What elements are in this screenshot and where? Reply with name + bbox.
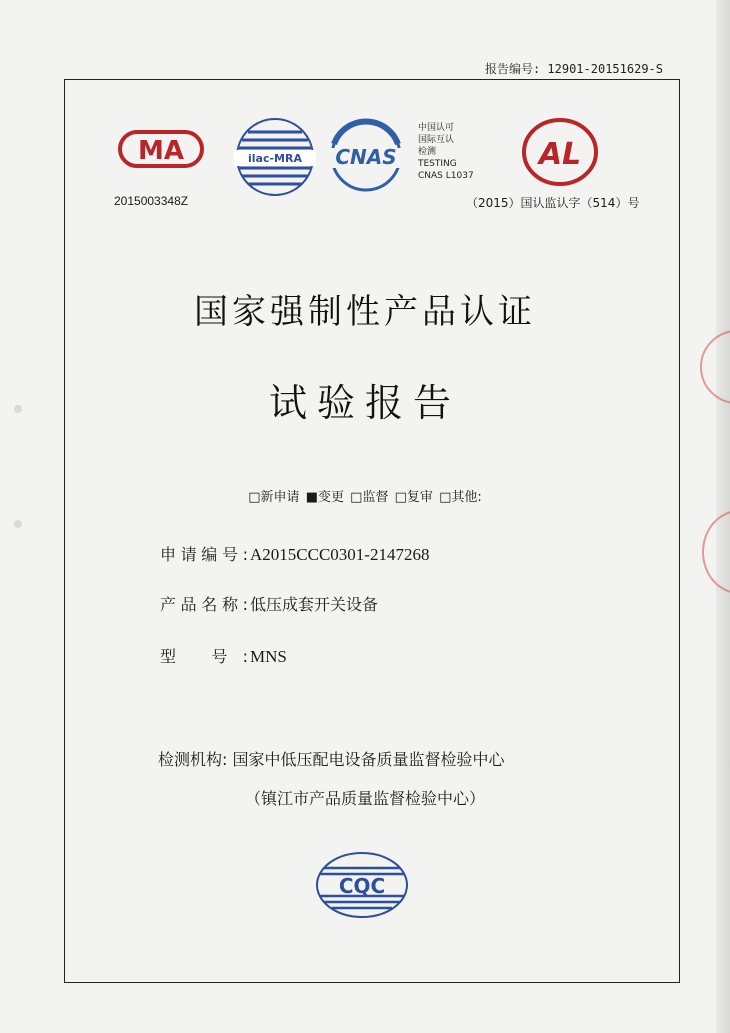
punch-hole <box>14 520 22 528</box>
al-logo-text: AL <box>538 137 582 172</box>
testing-organization-sub: （镇江市产品质量监督检验中心） <box>244 789 485 808</box>
cnas-line: 检测 <box>418 147 437 157</box>
cqc-logo-text: CQC <box>338 874 386 898</box>
testing-organization-label: 检测机构: <box>158 750 228 769</box>
checkbox-review: □复审 <box>394 490 433 505</box>
cnas-logo-text: CNAS <box>335 145 397 169</box>
ma-code: 2015003348Z <box>114 194 189 208</box>
checkbox-other: □其他: <box>439 490 482 505</box>
cnas-line: 国际互认 <box>418 135 455 145</box>
testing-organization-value: 国家中低压配电设备质量监督检验中心 <box>232 750 505 769</box>
report-number: 报告编号: 12901-20151629-S <box>484 62 663 76</box>
application-number-label: 申请编号: <box>160 545 248 564</box>
ilac-logo-text: ilac-MRA <box>248 152 302 165</box>
product-name-label: 产品名称: <box>160 595 248 614</box>
testing-organization-row <box>158 747 505 770</box>
cnas-line: TESTING <box>418 159 457 169</box>
cqc-logo <box>314 850 410 920</box>
product-name-value: 低压成套开关设备 <box>250 595 379 614</box>
checkbox-new-application: □新申请 <box>248 490 300 505</box>
checkbox-change: ■变更 <box>305 490 345 505</box>
checkbox-supervision: □监督 <box>350 490 389 505</box>
product-name-row <box>160 592 378 615</box>
document-subtitle: 试验报告 <box>268 381 461 425</box>
cnas-accreditation-text <box>418 122 474 182</box>
ilac-mra-logo <box>234 116 316 198</box>
application-type-checkboxes <box>0 486 730 505</box>
al-certification-number: （2015）国认监认字（514）号 <box>466 196 640 210</box>
cnas-logo <box>322 118 410 194</box>
ma-logo <box>118 124 204 176</box>
document-title: 国家强制性产品认证 <box>194 292 536 332</box>
application-number-value: A2015CCC0301-2147268 <box>250 545 430 564</box>
model-value: MNS <box>250 647 287 666</box>
cnas-line: 中国认可 <box>418 123 455 133</box>
document-frame <box>64 79 680 983</box>
model-row <box>160 644 287 667</box>
ma-logo-text: MA <box>138 136 184 166</box>
cnas-line: CNAS L1037 <box>418 171 474 181</box>
model-label: 型 号: <box>160 647 248 666</box>
al-logo <box>520 116 600 188</box>
red-seal-stamp <box>702 510 730 594</box>
application-number-row <box>160 542 429 565</box>
